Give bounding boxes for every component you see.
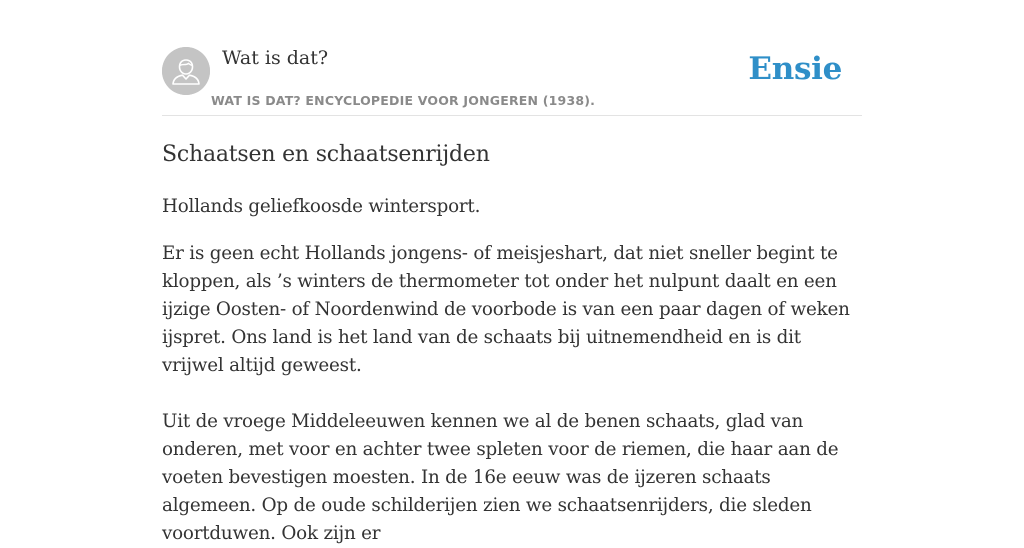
user-placeholder-icon[interactable] bbox=[162, 47, 210, 95]
article-container bbox=[162, 0, 862, 548]
article-paragraph: Uit de vroege Middeleeuwen kennen we al de benen schaats, glad van onderen, met voor en achter twee spleten voor de riemen, die haar aan de voeten bevestigen moesten. In de 16e eeuw was de ijzeren schaats algemeen. Op de oude schilderijen zien we schaatsenrijders, die sleden voortduwen. Ook zijn er bbox=[162, 411, 839, 544]
article-lead: Hollands geliefkoosde wintersport. bbox=[162, 196, 481, 217]
brand-logo[interactable]: Ensie bbox=[748, 51, 842, 87]
article-paragraph: Er is geen echt Hollands jongens- of meisjeshart, dat niet sneller begint te kloppen, als ’s winters de thermometer tot onder het nulpunt daalt en een ijzige Oosten- of Noordenwind de voorbode is van een paar dagen of weken ijspret. Ons land is het land van de schaats bij uitnemendheid en is dit vrijwel altijd geweest. bbox=[162, 243, 850, 376]
header bbox=[162, 0, 862, 116]
article-content bbox=[162, 141, 862, 548]
article-title: Schaatsen en schaatsenrijden bbox=[162, 142, 490, 167]
source-title[interactable]: Wat is dat? bbox=[222, 47, 329, 69]
source-subtitle[interactable]: WAT IS DAT? ENCYCLOPEDIE VOOR JONGEREN (1938). bbox=[211, 93, 596, 108]
